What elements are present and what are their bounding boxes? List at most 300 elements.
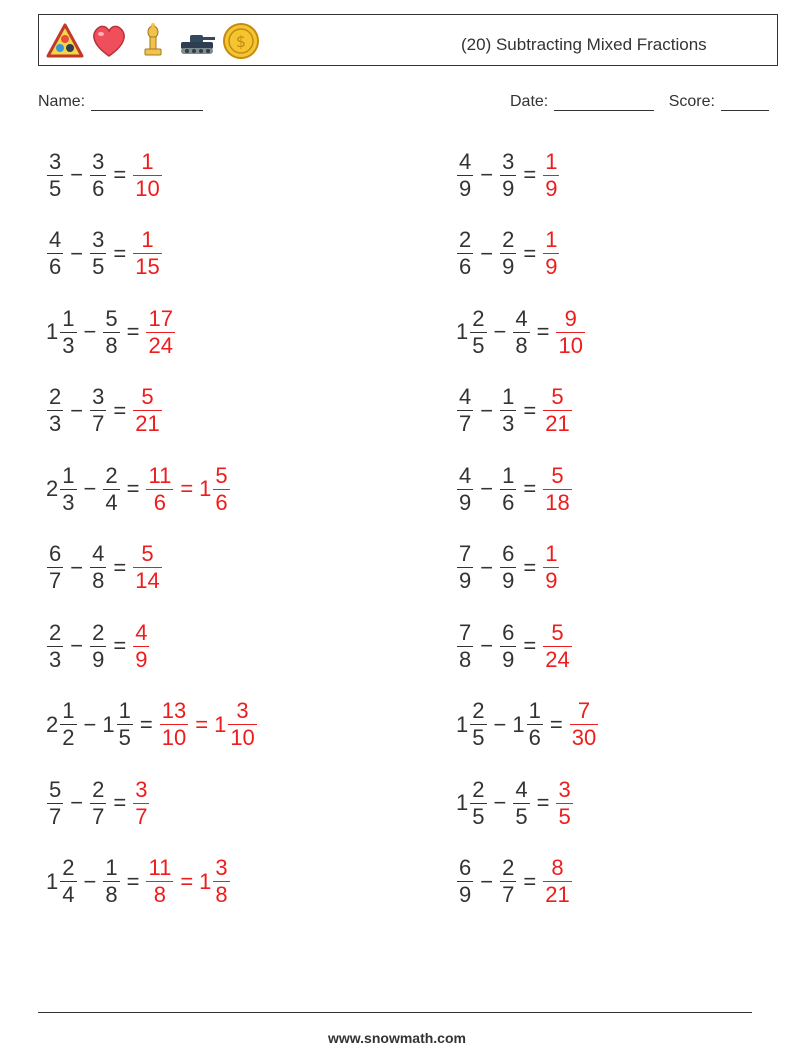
worksheet-header: [38, 14, 778, 66]
denominator: 7: [49, 568, 62, 593]
numerator: 2: [502, 855, 515, 880]
denominator: 9: [502, 646, 515, 672]
denominator: 6: [528, 725, 541, 750]
fraction: [527, 700, 543, 749]
numerator: 6: [49, 541, 62, 566]
answer-fraction: [132, 619, 150, 672]
fraction: [146, 857, 173, 906]
numerator: 3: [92, 227, 105, 252]
fraction: [90, 776, 106, 829]
minus-sign: −: [70, 397, 84, 423]
fraction: [457, 857, 473, 906]
fraction: [543, 229, 559, 278]
numerator: 2: [62, 855, 75, 880]
problem-row: [456, 376, 573, 446]
whole-part: 1: [199, 868, 212, 894]
numerator: 2: [92, 776, 105, 802]
minus-sign: −: [480, 240, 494, 266]
equals-sign: =: [113, 397, 127, 423]
minus-sign: −: [70, 554, 84, 580]
answer: [555, 305, 585, 358]
denominator: 5: [92, 254, 105, 279]
denominator: 8: [515, 332, 528, 358]
denominator: 24: [148, 332, 173, 358]
numerator: 1: [545, 148, 558, 174]
denominator: 5: [472, 803, 485, 829]
problem-row: [46, 611, 150, 681]
numerator: 5: [215, 462, 228, 488]
numerator: 1: [502, 384, 515, 409]
footer-divider: [38, 1012, 752, 1013]
answer-fraction: [145, 305, 175, 358]
numerator: 5: [141, 541, 154, 566]
numerator: 3: [502, 148, 515, 174]
problem-row: [46, 847, 231, 917]
subtrahend: [499, 148, 517, 201]
equals-sign: =: [126, 476, 140, 501]
name-label: Name:: [38, 93, 86, 110]
whole-part: 1: [456, 319, 469, 344]
answer-fraction: [555, 776, 573, 829]
problem-row: [46, 140, 163, 210]
answer-equals-sign: =: [180, 868, 194, 894]
whole-part: 2: [46, 711, 59, 737]
answer-fraction: [542, 543, 560, 592]
answer-fraction: [542, 229, 560, 278]
heart-icon: [89, 21, 129, 61]
numerator: 1: [141, 148, 154, 174]
worksheet-title: (20) Subtracting Mixed Fractions: [461, 35, 707, 54]
fraction: [133, 148, 161, 201]
fraction: [556, 776, 572, 829]
answer: [132, 229, 162, 278]
minus-sign: −: [70, 633, 84, 658]
equals-sign: =: [113, 790, 127, 815]
fraction: [457, 543, 473, 592]
fraction: [213, 462, 229, 515]
denominator: 15: [135, 254, 160, 279]
name-blank[interactable]: [91, 94, 203, 111]
answer: [145, 462, 230, 515]
denominator: 9: [459, 489, 472, 515]
denominator: 30: [571, 725, 597, 750]
fraction: [103, 305, 119, 358]
minus-sign: −: [70, 162, 84, 187]
answer: [542, 462, 572, 515]
equals-sign: =: [523, 162, 537, 187]
denominator: 5: [515, 803, 528, 829]
denominator: 3: [502, 411, 515, 436]
numerator: 3: [236, 698, 249, 723]
answer: [555, 776, 573, 829]
problem-row: [456, 847, 573, 917]
problem-row: [456, 219, 560, 289]
subtrahend: [89, 229, 107, 278]
numerator: 1: [528, 698, 541, 723]
numerator: 4: [49, 227, 62, 252]
numerator: 5: [49, 776, 62, 802]
whole-part: 1: [214, 711, 227, 737]
fraction: [228, 700, 256, 749]
minuend: [456, 543, 474, 592]
fraction: [500, 386, 516, 435]
fraction: [103, 462, 119, 515]
minuend: [456, 148, 474, 201]
numerator: 2: [472, 698, 485, 723]
problem-row: [46, 454, 231, 524]
numerator: 5: [551, 619, 564, 645]
answer-fraction: [132, 386, 162, 435]
answer: [569, 700, 599, 749]
numerator: 4: [135, 619, 148, 645]
equals-sign: =: [523, 633, 537, 658]
fraction: [470, 305, 486, 358]
minuend: [456, 305, 488, 358]
minuend: [46, 305, 78, 358]
denominator: 6: [459, 254, 472, 279]
numerator: 2: [49, 384, 62, 409]
equals-sign: =: [536, 319, 550, 344]
subtrahend: [102, 305, 120, 358]
date-blank[interactable]: [554, 94, 654, 111]
answer-fraction: [542, 148, 560, 201]
subtrahend: [102, 857, 120, 906]
numerator: 3: [92, 384, 105, 409]
denominator: 9: [545, 175, 558, 201]
fraction: [133, 776, 149, 829]
answer-fraction: [132, 229, 162, 278]
subtrahend: [89, 543, 107, 592]
numerator: 3: [135, 776, 148, 802]
denominator: 2: [62, 725, 75, 750]
equals-sign: =: [523, 476, 537, 501]
subtrahend: [102, 700, 134, 749]
date-score-field: [510, 93, 769, 111]
subtrahend: [499, 462, 517, 515]
fraction: [500, 857, 516, 906]
fraction: [60, 700, 76, 749]
numerator: 5: [551, 384, 564, 409]
whole-part: 1: [512, 711, 525, 737]
denominator: 5: [472, 725, 485, 750]
minus-sign: −: [493, 790, 507, 815]
fraction: [470, 700, 486, 749]
minuend: [46, 543, 64, 592]
numerator: 7: [459, 619, 472, 645]
answer: [132, 543, 162, 592]
minus-sign: −: [83, 319, 97, 344]
denominator: 9: [459, 175, 472, 201]
minuend: [46, 857, 78, 906]
denominator: 3: [49, 646, 62, 672]
fraction: [60, 305, 76, 358]
denominator: 7: [459, 411, 472, 436]
fraction: [60, 462, 76, 515]
minus-sign: −: [493, 319, 507, 344]
denominator: 10: [558, 332, 583, 358]
problem-row: [46, 533, 163, 603]
problem-row: [46, 297, 176, 367]
numerator: 7: [459, 541, 472, 566]
numerator: 2: [472, 305, 485, 331]
minuend: [456, 386, 474, 435]
fraction: [513, 776, 529, 829]
numerator: 1: [118, 698, 131, 723]
denominator: 8: [92, 568, 105, 593]
minus-sign: −: [70, 240, 84, 266]
denominator: 14: [135, 568, 160, 593]
denominator: 8: [105, 882, 118, 907]
minus-sign: −: [480, 554, 494, 580]
numerator: 1: [62, 462, 75, 488]
fraction: [47, 776, 63, 829]
fraction: [543, 619, 571, 672]
problem-row: [456, 533, 560, 603]
problem-row: [456, 454, 573, 524]
fraction: [90, 543, 106, 592]
problem-row: [46, 219, 163, 289]
whole-part: 1: [199, 476, 212, 501]
answer-equals-sign: =: [180, 476, 194, 501]
denominator: 3: [62, 489, 75, 515]
numerator: 1: [545, 541, 558, 566]
equals-sign: =: [113, 162, 127, 187]
minuend: [46, 462, 78, 515]
minuend: [456, 619, 474, 672]
chess-bishop-icon: [133, 21, 173, 61]
problem-row: [46, 768, 150, 838]
equals-sign: =: [126, 319, 140, 344]
answer: [132, 148, 162, 201]
gold-coin-icon: [221, 21, 261, 61]
denominator: 9: [459, 882, 472, 907]
numerator: 2: [472, 776, 485, 802]
answer-fraction: [555, 305, 585, 358]
denominator: 21: [135, 411, 160, 436]
numerator: 1: [141, 227, 154, 252]
denominator: 9: [545, 568, 558, 593]
fraction: [457, 462, 473, 515]
score-label: Score:: [668, 93, 715, 110]
answer-mixed-number: [199, 462, 231, 515]
numerator: 4: [459, 384, 472, 409]
minuend: [46, 700, 78, 749]
equals-sign: =: [536, 790, 550, 815]
denominator: 7: [502, 882, 515, 907]
numerator: 2: [49, 619, 62, 645]
equals-sign: =: [523, 240, 537, 266]
fraction: [457, 148, 473, 201]
numerator: 5: [105, 305, 118, 331]
answer-mixed-number: [199, 857, 231, 906]
minus-sign: −: [70, 790, 84, 815]
denominator: 9: [502, 175, 515, 201]
problem-row: [456, 297, 586, 367]
svg-text:$: $: [235, 32, 247, 51]
subtrahend: [499, 386, 517, 435]
equals-sign: =: [113, 633, 127, 658]
numerator: 4: [515, 776, 528, 802]
date-label: Date:: [510, 93, 549, 110]
answer: [132, 776, 150, 829]
minus-sign: −: [480, 633, 494, 658]
fraction: [457, 386, 473, 435]
minuend: [456, 462, 474, 515]
tank-icon: [177, 21, 217, 61]
fraction: [470, 776, 486, 829]
problem-row: [456, 611, 573, 681]
minus-sign: −: [83, 711, 97, 737]
fraction: [133, 229, 161, 278]
numerator: 2: [105, 462, 118, 488]
denominator: 6: [92, 175, 105, 201]
numerator: 4: [515, 305, 528, 331]
fraction: [160, 700, 188, 749]
fraction: [543, 462, 571, 515]
minus-sign: −: [480, 476, 494, 501]
numerator: 2: [502, 227, 515, 252]
numerator: 1: [62, 305, 75, 331]
denominator: 5: [558, 803, 571, 829]
problem-row: [46, 690, 258, 760]
denominator: 8: [215, 882, 228, 907]
numerator: 13: [161, 698, 187, 723]
denominator: 8: [105, 332, 118, 358]
denominator: 7: [92, 803, 105, 829]
name-field: [38, 93, 203, 111]
numerator: 4: [92, 541, 105, 566]
denominator: 21: [545, 882, 570, 907]
subtrahend: [102, 462, 120, 515]
score-blank[interactable]: [721, 94, 769, 111]
fraction: [513, 305, 529, 358]
whole-part: 1: [46, 319, 59, 344]
answer-fraction: [542, 619, 572, 672]
subtrahend: [499, 619, 517, 672]
fraction: [543, 386, 571, 435]
numerator: 7: [577, 698, 591, 723]
subtrahend: [89, 148, 107, 201]
equals-sign: =: [113, 554, 127, 580]
denominator: 10: [135, 175, 160, 201]
fraction: [500, 148, 516, 201]
answer: [145, 305, 175, 358]
numerator: 2: [459, 227, 472, 252]
numerator: 6: [502, 619, 515, 645]
fraction: [90, 386, 106, 435]
fraction: [146, 462, 173, 515]
equals-sign: =: [523, 868, 537, 894]
fraction: [543, 857, 571, 906]
whole-part: 2: [46, 476, 59, 501]
denominator: 5: [118, 725, 131, 750]
answer: [542, 857, 572, 906]
minus-sign: −: [493, 711, 507, 737]
minuend: [46, 619, 64, 672]
numerator: 17: [148, 305, 173, 331]
minus-sign: −: [480, 397, 494, 423]
answer: [542, 619, 572, 672]
numerator: 3: [49, 148, 62, 174]
numerator: 4: [459, 148, 472, 174]
answer: [542, 543, 560, 592]
problem-row: [46, 376, 163, 446]
denominator: 6: [49, 254, 62, 279]
denominator: 3: [49, 411, 62, 436]
fraction: [500, 229, 516, 278]
footer-url: www.snowmath.com: [328, 1030, 466, 1046]
answer: [542, 386, 572, 435]
problem-row: [456, 140, 560, 210]
denominator: 10: [161, 725, 187, 750]
denominator: 9: [92, 646, 105, 672]
answer-fraction: [132, 148, 162, 201]
whole-part: 1: [102, 711, 115, 737]
answer-fraction: [145, 857, 174, 906]
numerator: 1: [62, 698, 75, 723]
denominator: 7: [135, 803, 148, 829]
denominator: 9: [502, 568, 515, 593]
numerator: 3: [215, 855, 228, 880]
answer: [132, 619, 150, 672]
problem-row: [456, 768, 574, 838]
denominator: 24: [545, 646, 570, 672]
answer-mixed-number: [214, 700, 258, 749]
subtrahend: [499, 857, 517, 906]
fraction: [47, 229, 63, 278]
numerator: 6: [502, 541, 515, 566]
denominator: 4: [105, 489, 118, 515]
answer-fraction: [542, 462, 572, 515]
fraction: [213, 857, 229, 906]
subtrahend: [499, 543, 517, 592]
minuend: [456, 857, 474, 906]
denominator: 6: [502, 489, 515, 515]
fraction: [133, 619, 149, 672]
fraction: [90, 148, 106, 201]
subtrahend: [499, 229, 517, 278]
denominator: 9: [502, 254, 515, 279]
equals-sign: =: [523, 397, 537, 423]
minuend: [46, 148, 64, 201]
equals-sign: =: [139, 711, 153, 737]
answer-fraction: [542, 857, 572, 906]
equals-sign: =: [113, 240, 127, 266]
numerator: 1: [105, 855, 118, 880]
answer-fraction: [159, 700, 189, 749]
subtrahend: [512, 305, 530, 358]
denominator: 6: [146, 489, 173, 514]
equals-sign: =: [549, 711, 563, 737]
denominator: 21: [545, 411, 570, 436]
equals-sign: =: [126, 868, 140, 894]
fraction: [500, 543, 516, 592]
fraction: [47, 543, 63, 592]
numerator: 8: [551, 855, 564, 880]
minus-sign: −: [83, 868, 97, 894]
numerator: 9: [564, 305, 577, 331]
fraction: [103, 857, 119, 906]
whole-part: 1: [46, 868, 59, 894]
minuend: [456, 700, 488, 749]
answer: [132, 386, 162, 435]
fraction: [117, 700, 133, 749]
numerator: 4: [459, 462, 472, 488]
numerator: 5: [551, 462, 564, 488]
subtrahend: [89, 776, 107, 829]
numerator: 11: [148, 855, 172, 880]
fraction: [90, 229, 106, 278]
